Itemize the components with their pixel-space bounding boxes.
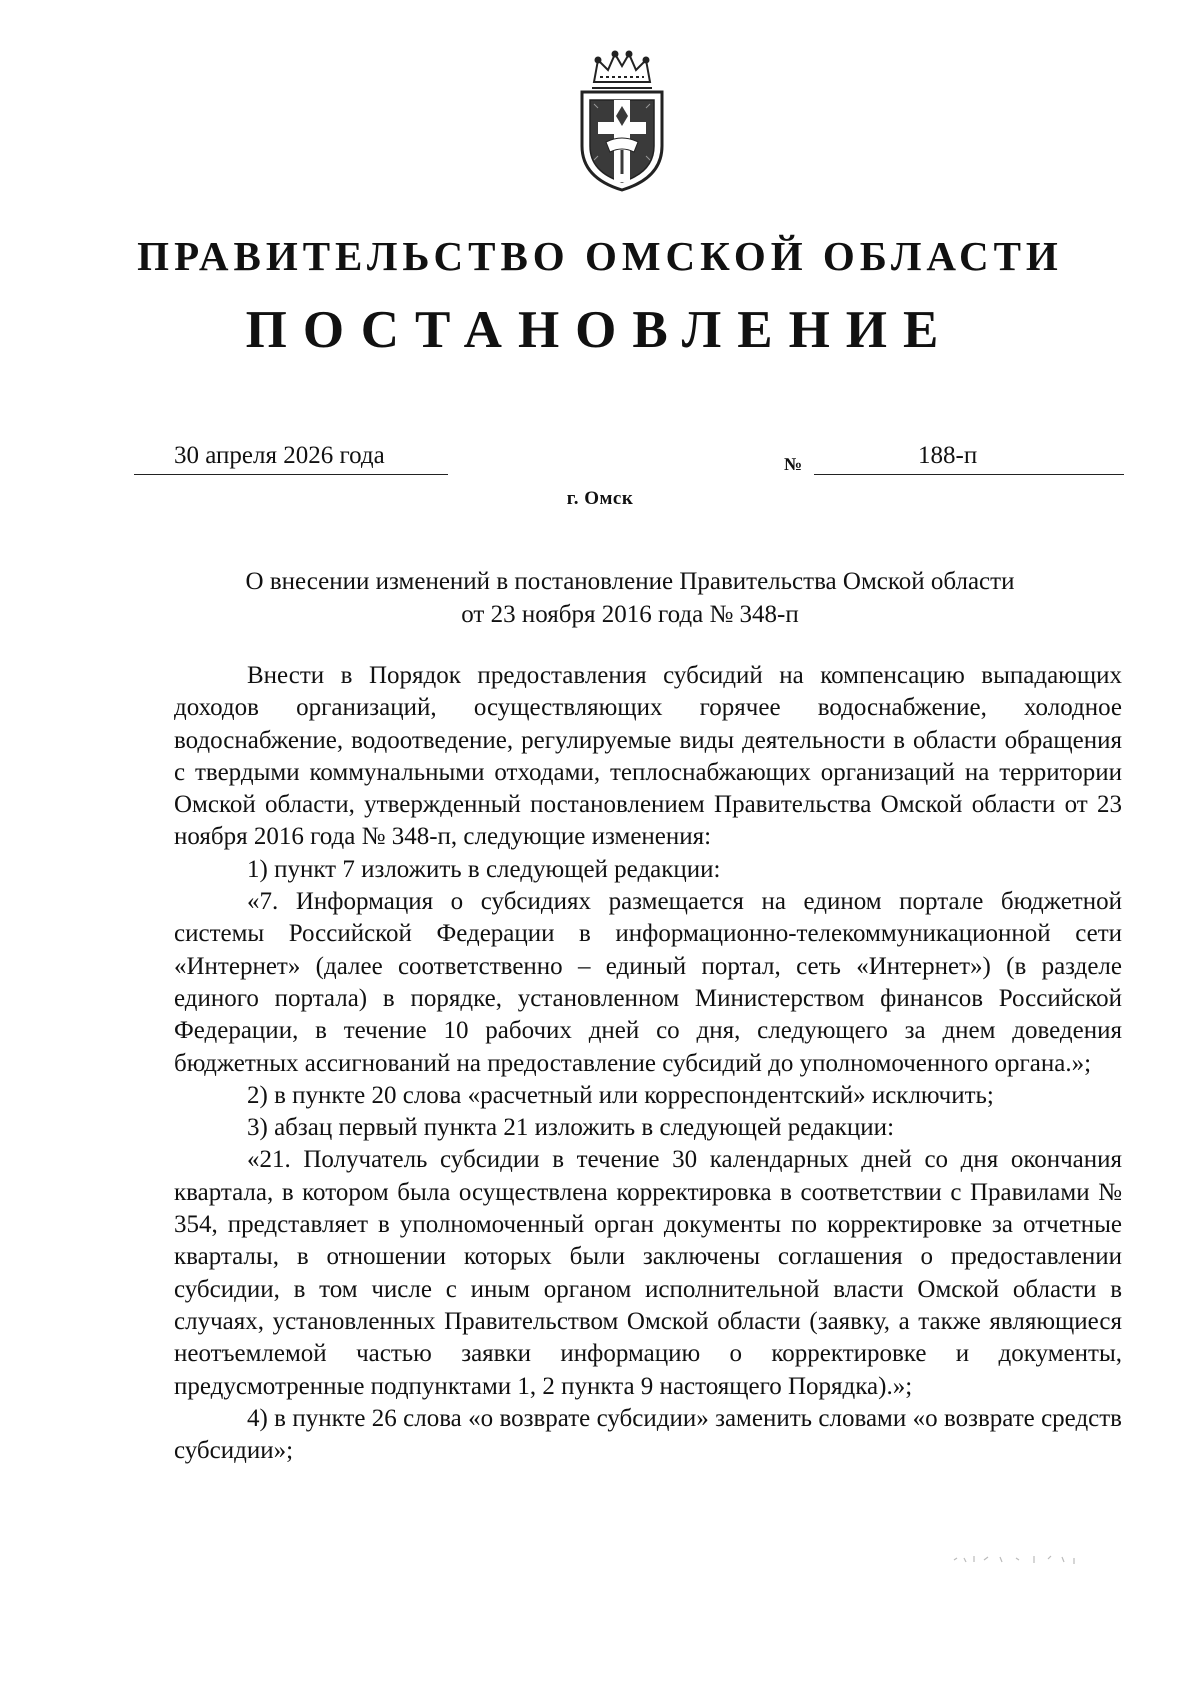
body-paragraph: 4) в пункте 26 слова «о возврате субсидии» заменить словами «о возврате средств субсидии»; — [174, 1404, 1122, 1465]
document-type-heading: ПОСТАНОВЛЕНИЕ — [245, 301, 955, 359]
document-date-field — [134, 440, 448, 475]
document-number-field — [814, 440, 1124, 475]
body-paragraph: 3) абзац первый пункта 21 изложить в следующей редакции: — [247, 1114, 895, 1142]
document-body — [174, 660, 1122, 1467]
document-date: 30 апреля 2026 года — [174, 442, 385, 469]
body-paragraph: 2) в пункте 20 слова «расчетный или корреспондентский» исключить; — [247, 1081, 994, 1109]
subject-line-1: О внесении изменений в постановление Правительства Омской области — [245, 568, 1015, 595]
omsk-oblast-coat-of-arms-icon — [568, 50, 676, 194]
document-subject — [180, 565, 1080, 631]
city-label: г. Омск — [566, 488, 634, 509]
scan-artifact-marks — [950, 1548, 1080, 1570]
body-paragraph: «21. Получатель субсидии в течение 30 календарных дней со дня окончания квартала, в котором была осуществлена корректировка в соответствии с Правилами № 354, представляет в уполномоченный орган документы по корректировке за отчетные кварталы, в отношении которых были заключены соглашения о предоставлении субсидии, в том числе с иным органом исполнительной власти Омской области в случаях, установленных Правительством Омской области (заявку, а также являющиеся неотъемлемой частью заявки информацию о корректировке и документы, предусмотренные подпунктами 1, 2 пункта 9 настоящего Порядка).»; — [174, 1146, 1122, 1400]
organization-title: ПРАВИТЕЛЬСТВО ОМСКОЙ ОБЛАСТИ — [137, 233, 1063, 279]
number-sign: № — [784, 454, 803, 474]
body-paragraph: 1) пункт 7 изложить в следующей редакции: — [247, 855, 721, 883]
document-number: 188-п — [918, 442, 978, 469]
subject-line-2: от 23 ноября 2016 года № 348-п — [461, 601, 799, 628]
body-paragraph: Внести в Порядок предоставления субсидий на компенсацию выпадающих доходов организаций, осуществляющих горячее водоснабжение, холодное водоснабжение, водоотведение, регулируемые виды деятельности в области обращения с твердыми коммунальными отходами, теплоснабжающих организаций на территории Омской области, утвержденный постановлением Правительства Омской области от 23 ноября 2016 года № 348-п, следующие изменения: — [174, 662, 1122, 851]
body-paragraph: «7. Информация о субсидиях размещается на едином портале бюджетной системы Российской Федерации в информационно-телекоммуникационной сети «Интернет» (далее соответственно – единый портал, сеть «Интернет») (в разделе единого портала) в порядке, установленном Министерством финансов Российской Федерации, в течение 10 рабочих дней со дня, следующего за днем доведения бюджетных ассигнований на предоставление субсидий до уполномоченного органа.»; — [174, 888, 1122, 1077]
